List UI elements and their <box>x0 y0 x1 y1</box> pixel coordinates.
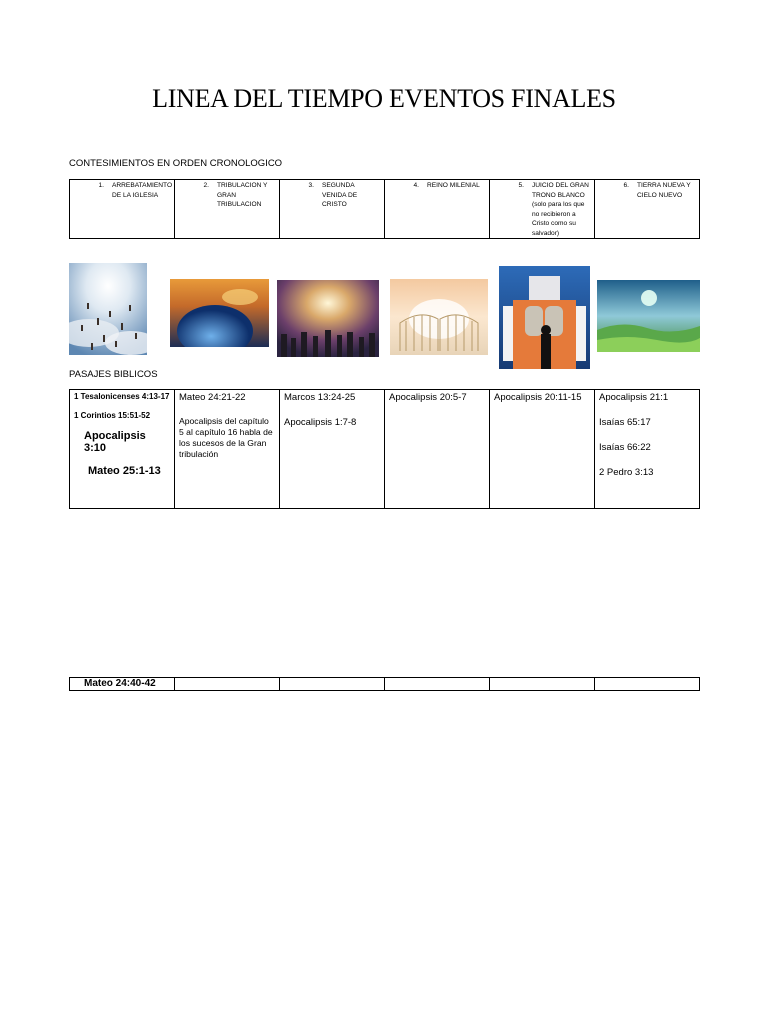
passage-text: Mateo 24:21-22 <box>179 392 246 403</box>
passage-text: Mateo 25:1-13 <box>88 465 161 477</box>
page-title: LINEA DEL TIEMPO EVENTOS FINALES <box>152 84 616 113</box>
passages-heading: PASAJES BIBLICOS <box>69 369 158 380</box>
event-label: TRIBULACION Y GRAN TRIBULACION <box>217 182 268 208</box>
bottom-cell-empty <box>490 678 595 691</box>
event-label: ARREBATAMIENTO DE LA IGLESIA <box>112 182 173 199</box>
bottom-cell-empty <box>280 678 385 691</box>
earth-storm-image <box>170 279 269 347</box>
passage-text: Isaías 65:17 <box>599 417 651 428</box>
event-label: JUICIO DEL GRAN TRONO BLANCO (solo para los que no recibieron a Cristo como su salvador) <box>532 182 589 237</box>
passage-text: Apocalipsis 21:1 <box>599 392 669 403</box>
heaven-gates-image <box>390 279 488 355</box>
event-cell-5: 5. JUICIO DEL GRAN TRONO BLANCO (solo para los que no recibieron a Cristo como su salvador) <box>490 180 595 239</box>
event-label: TIERRA NUEVA Y CIELO NUEVO <box>637 182 691 199</box>
passage-text: Apocalipsis del capítulo 5 al capítulo 16 habla de los sucesos de la Gran tribulación <box>179 416 273 459</box>
events-table <box>69 179 700 239</box>
passage-text: Marcos 13:24-25 <box>284 392 356 403</box>
event-cell-1: 1. ARREBATAMIENTO DE LA IGLESIA <box>70 180 175 239</box>
passage-text: Apocalipsis 20:11-15 <box>494 392 582 403</box>
passages-table <box>69 389 700 509</box>
passage-text: 2 Pedro 3:13 <box>599 467 654 478</box>
passage-text: Apocalipsis 1:7-8 <box>284 417 357 428</box>
event-cell-2: 2. TRIBULACION Y GRAN TRIBULACION <box>175 180 280 239</box>
event-cell-6: 6. TIERRA NUEVA Y CIELO NUEVO <box>595 180 700 239</box>
bottom-cell-empty <box>175 678 280 691</box>
events-heading: CONTESIMIENTOS EN ORDEN CRONOLOGICO <box>69 158 283 169</box>
passage-cell-1 <box>70 390 175 509</box>
passage-cell-6 <box>595 390 700 509</box>
bottom-table <box>69 677 700 691</box>
passage-cell-4 <box>385 390 490 509</box>
event-cell-4: 4. REINO MILENIAL <box>385 180 490 239</box>
event-cell-3: 3. SEGUNDA VENIDA DE CRISTO <box>280 180 385 239</box>
new-earth-image <box>597 280 700 352</box>
passage-text: 1 Tesalonicenses 4:13-17 <box>74 392 170 401</box>
passage-text: Apocalipsis 20:5-7 <box>389 392 467 403</box>
passage-cell-2 <box>175 390 280 509</box>
passage-text: Apocalipsis 3:10 <box>84 430 146 454</box>
passage-text: 1 Corintios 15:51-52 <box>74 411 151 420</box>
event-label: REINO MILENIAL <box>427 182 480 189</box>
event-label: SEGUNDA VENIDA DE CRISTO <box>322 182 358 208</box>
throne-judgment-image <box>499 266 590 369</box>
second-coming-image <box>277 280 379 357</box>
bottom-cell-empty <box>385 678 490 691</box>
passage-cell-5 <box>490 390 595 509</box>
bottom-cell-1: Mateo 24:40-42 <box>70 678 175 691</box>
rapture-image <box>69 263 147 355</box>
passage-text: Isaías 66:22 <box>599 442 651 453</box>
passage-cell-3 <box>280 390 385 509</box>
bottom-cell-empty <box>595 678 700 691</box>
